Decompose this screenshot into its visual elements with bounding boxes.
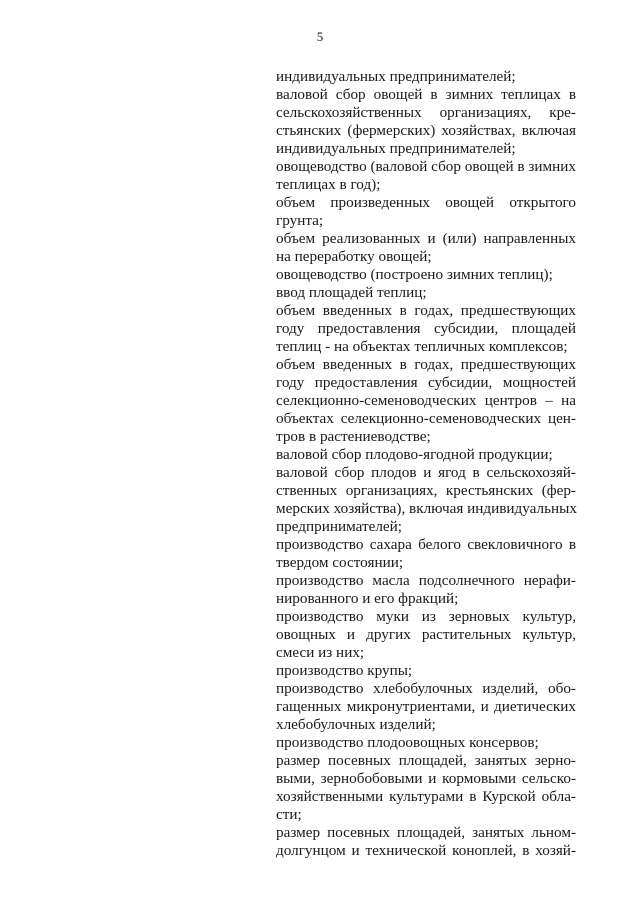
text-line: валовой сбор плодово-ягодной продукции; <box>276 446 553 463</box>
text-line: селекционно-семеноводческих центров – на <box>276 392 576 409</box>
text-line: на переработку овощей; <box>276 248 432 265</box>
text-line: размер посевных площадей, занятых льном- <box>276 824 576 841</box>
text-line: выми, зернобобовыми и кормовыми сельско- <box>276 770 576 787</box>
text-line: валовой сбор овощей в зимних теплицах в <box>276 86 576 103</box>
document-body <box>276 68 576 860</box>
text-line: теплиц - на объектах тепличных комплексов; <box>276 338 568 355</box>
text-line: валовой сбор плодов и ягод в сельскохозяй- <box>276 464 576 481</box>
text-line: ственных организациях, крестьянских (фер- <box>276 482 576 499</box>
text-line: году предоставления субсидии, площадей <box>276 320 576 337</box>
text-line: стьянских (фермерских) хозяйствах, включая <box>276 122 576 139</box>
text-line: объем введенных в годах, предшествующих <box>276 356 576 373</box>
text-line: долгунцом и технической коноплей, в хозяй- <box>276 842 576 859</box>
text-line: овощных и других растительных культур, <box>276 626 576 643</box>
text-line: производство крупы; <box>276 662 413 679</box>
text-line: объем реализованных и (или) направленных <box>276 230 576 247</box>
text-line: сельскохозяйственных организациях, кре- <box>276 104 576 121</box>
text-line: сти; <box>276 806 302 823</box>
text-line: индивидуальных предпринимателей; <box>276 68 516 85</box>
text-line: теплицах в год); <box>276 176 381 193</box>
text-line: производство сахара белого свекловичного в <box>276 536 576 553</box>
text-line: объем произведенных овощей открытого <box>276 194 576 211</box>
text-line: производство хлебобулочных изделий, обо- <box>276 680 576 697</box>
text-line: мерских хозяйства), включая индивидуальных <box>276 500 577 517</box>
text-line: твердом состоянии; <box>276 554 404 571</box>
text-line: хозяйственными культурами в Курской обла- <box>276 788 576 805</box>
text-line: производство плодоовощных консервов; <box>276 734 539 751</box>
text-line: нированного и его фракций; <box>276 590 459 607</box>
text-line: производство масла подсолнечного нерафи- <box>276 572 576 589</box>
text-line: тров в растениеводстве; <box>276 428 431 445</box>
text-line: смеси из них; <box>276 644 365 661</box>
text-line: индивидуальных предпринимателей; <box>276 140 516 157</box>
text-line: хлебобулочных изделий; <box>276 716 436 733</box>
text-line: овощеводство (валовой сбор овощей в зимних <box>276 158 576 175</box>
text-line: овощеводство (построено зимних теплиц); <box>276 266 553 283</box>
text-line: производство муки из зерновых культур, <box>276 608 576 625</box>
text-line: году предоставления субсидии, мощностей <box>276 374 576 391</box>
text-line: объектах селекционно-семеноводческих цен- <box>276 410 576 427</box>
page-number: 5 <box>316 29 324 44</box>
text-line: размер посевных площадей, занятых зерно- <box>276 752 576 769</box>
text-line: гащенных микронутриентами, и диетических <box>276 698 576 715</box>
text-line: объем введенных в годах, предшествующих <box>276 302 576 319</box>
text-line: предпринимателей; <box>276 518 402 535</box>
text-line: ввод площадей теплиц; <box>276 284 427 301</box>
text-line: грунта; <box>276 212 324 229</box>
